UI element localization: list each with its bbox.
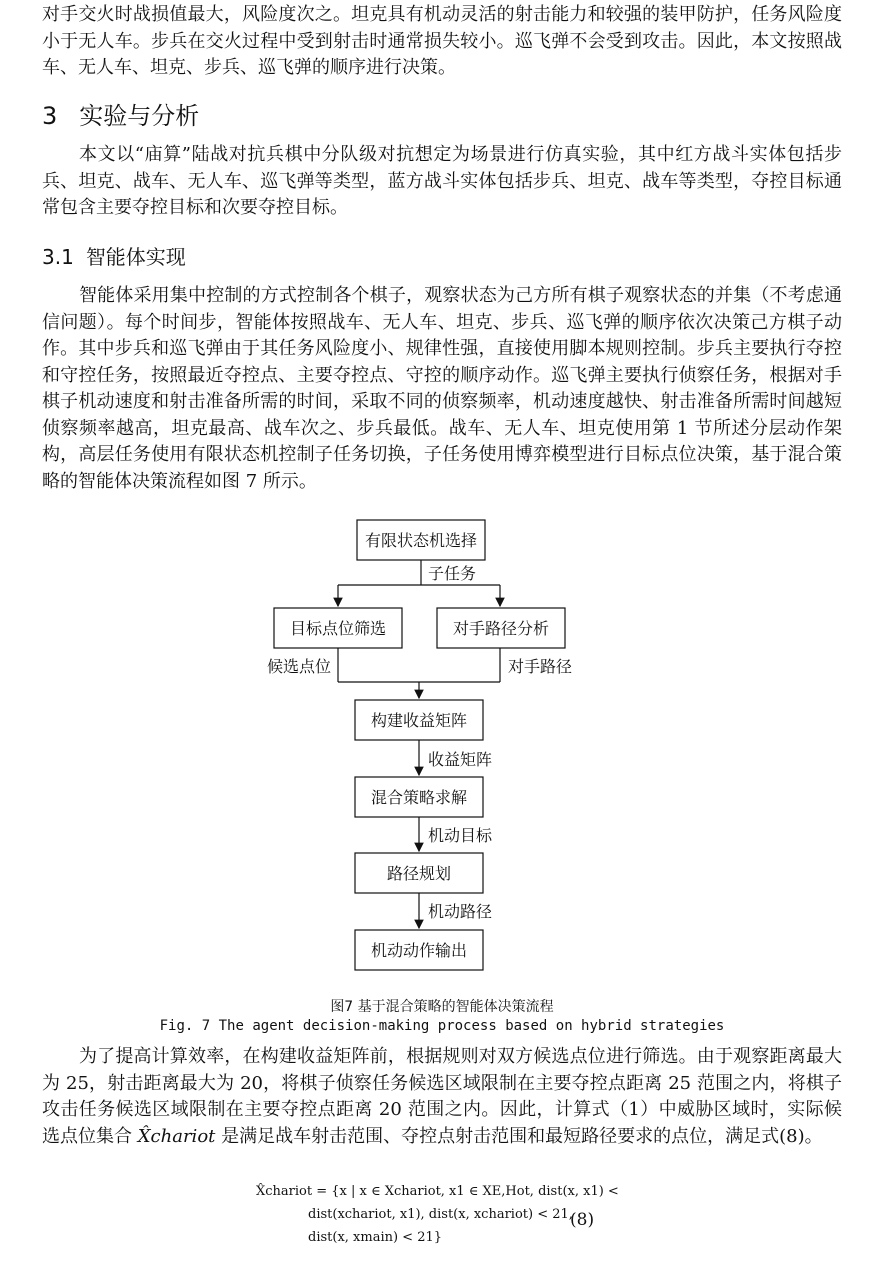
edge-label-path: 机动路径	[428, 902, 493, 921]
intro-paragraph: 对手交火时战损值最大，风险度次之。坦克具有机动灵活的射击能力和较强的装甲防护，任务风险度小于无人车。步兵在交火过程中受到射击时通常损失较小。巡飞弹不会受到攻击。因此，本文按照战车、无人车、坦克、步兵、巡飞弹的顺序进行决策。	[42, 4, 842, 78]
subsection-paragraph: 智能体采用集中控制的方式控制各个棋子，观察状态为己方所有棋子观察状态的并集（不考虑通信问题）。每个时间步，智能体按照战车、无人车、坦克、步兵、巡飞弹的顺序依次决策己方棋子动作。其中步兵和巡飞弹由于其任务风险度小、规律性强，直接使用脚本规则控制。步兵主要执行夺控和守控任务，按照最近夺控点、主要夺控点、守控的顺序动作。巡飞弹主要执行侦察任务，根据对手棋子机动速度和射击准备所需的时间，采取不同的侦察频率，机动速度越快、射击准备所需时间越短侦察频率越高，坦克最高、战车次之、步兵最低。战车、无人车、坦克使用第 1 节所述分层动作架构，高层任务使用有限状态机控制子任务切换，子任务使用博弈模型进行目标点位决策，基于混合策略的智能体决策流程如图 7 所示。	[42, 285, 842, 492]
equation-8	[256, 1180, 619, 1249]
subsection-heading	[42, 241, 186, 270]
edge-label-opponent-path: 对手路径	[508, 657, 573, 676]
closing-text-before: 为了提高计算效率，在构建收益矩阵前，根据规则对双方候选点位进行筛选。由于观察距离最大为 25，射击距离最大为 20，将棋子侦察任务候选区域限制在主要夺控点距离 25 范围之内，将棋子攻击任务候选区域限制在主要夺控点距离 20 范围之内。因此，计算式（1）中威胁区域时，实际候选点位集合	[42, 1046, 842, 1147]
closing-text-after: 是满足战车射击范围、夺控点射击范围和最短路径要求的点位，满足式(8)。	[221, 1125, 823, 1147]
output-label: 机动动作输出	[370, 941, 468, 960]
edge-label-subtask: 子任务	[428, 564, 477, 583]
equation-line-2: dist(xchariot, x1), dist(x, xchariot) < 21,	[308, 1207, 573, 1222]
equation-number: (8)	[570, 1210, 595, 1230]
fsm-label: 有限状态机选择	[364, 531, 478, 550]
decision-flowchart	[0, 505, 884, 985]
equation-line-1: X̂chariot = {x | x ∈ Xchariot, x1 ∈ XE,Hot, dist(x, x1) <	[256, 1184, 619, 1199]
section-heading	[42, 96, 199, 131]
figure-caption-en: Fig. 7 The agent decision-making process based on hybrid strategies	[159, 1018, 725, 1034]
solve-label: 混合策略求解	[370, 788, 468, 807]
plan-label: 路径规划	[386, 864, 452, 883]
target-filter-label: 目标点位筛选	[289, 619, 387, 638]
edge-label-goal: 机动目标	[428, 826, 493, 845]
edge-label-matrix: 收益矩阵	[428, 750, 493, 769]
subsection-number: 3.1	[42, 245, 74, 269]
closing-paragraph	[42, 1044, 842, 1150]
candidate-set-symbol: X̂chariot	[137, 1125, 216, 1147]
section-title: 实验与分析	[79, 102, 200, 130]
section-paragraph: 本文以“庙算”陆战对抗兵棋中分队级对抗想定为场景进行仿真实验，其中红方战斗实体包括步兵、坦克、战车、无人车、巡飞弹等类型，蓝方战斗实体包括步兵、坦克、战车等类型，夺控目标通常包含主要夺控目标和次要夺控目标。	[42, 144, 842, 218]
edge-label-candidates: 候选点位	[267, 657, 332, 676]
figure-caption-cn: 图7 基于混合策略的智能体决策流程	[330, 999, 554, 1015]
equation-line-3: dist(x, xmain) < 21}	[308, 1230, 443, 1245]
opponent-path-label: 对手路径分析	[452, 619, 550, 638]
matrix-label: 构建收益矩阵	[370, 711, 468, 730]
subsection-title: 智能体实现	[85, 245, 186, 269]
section-number: 3	[42, 102, 58, 130]
